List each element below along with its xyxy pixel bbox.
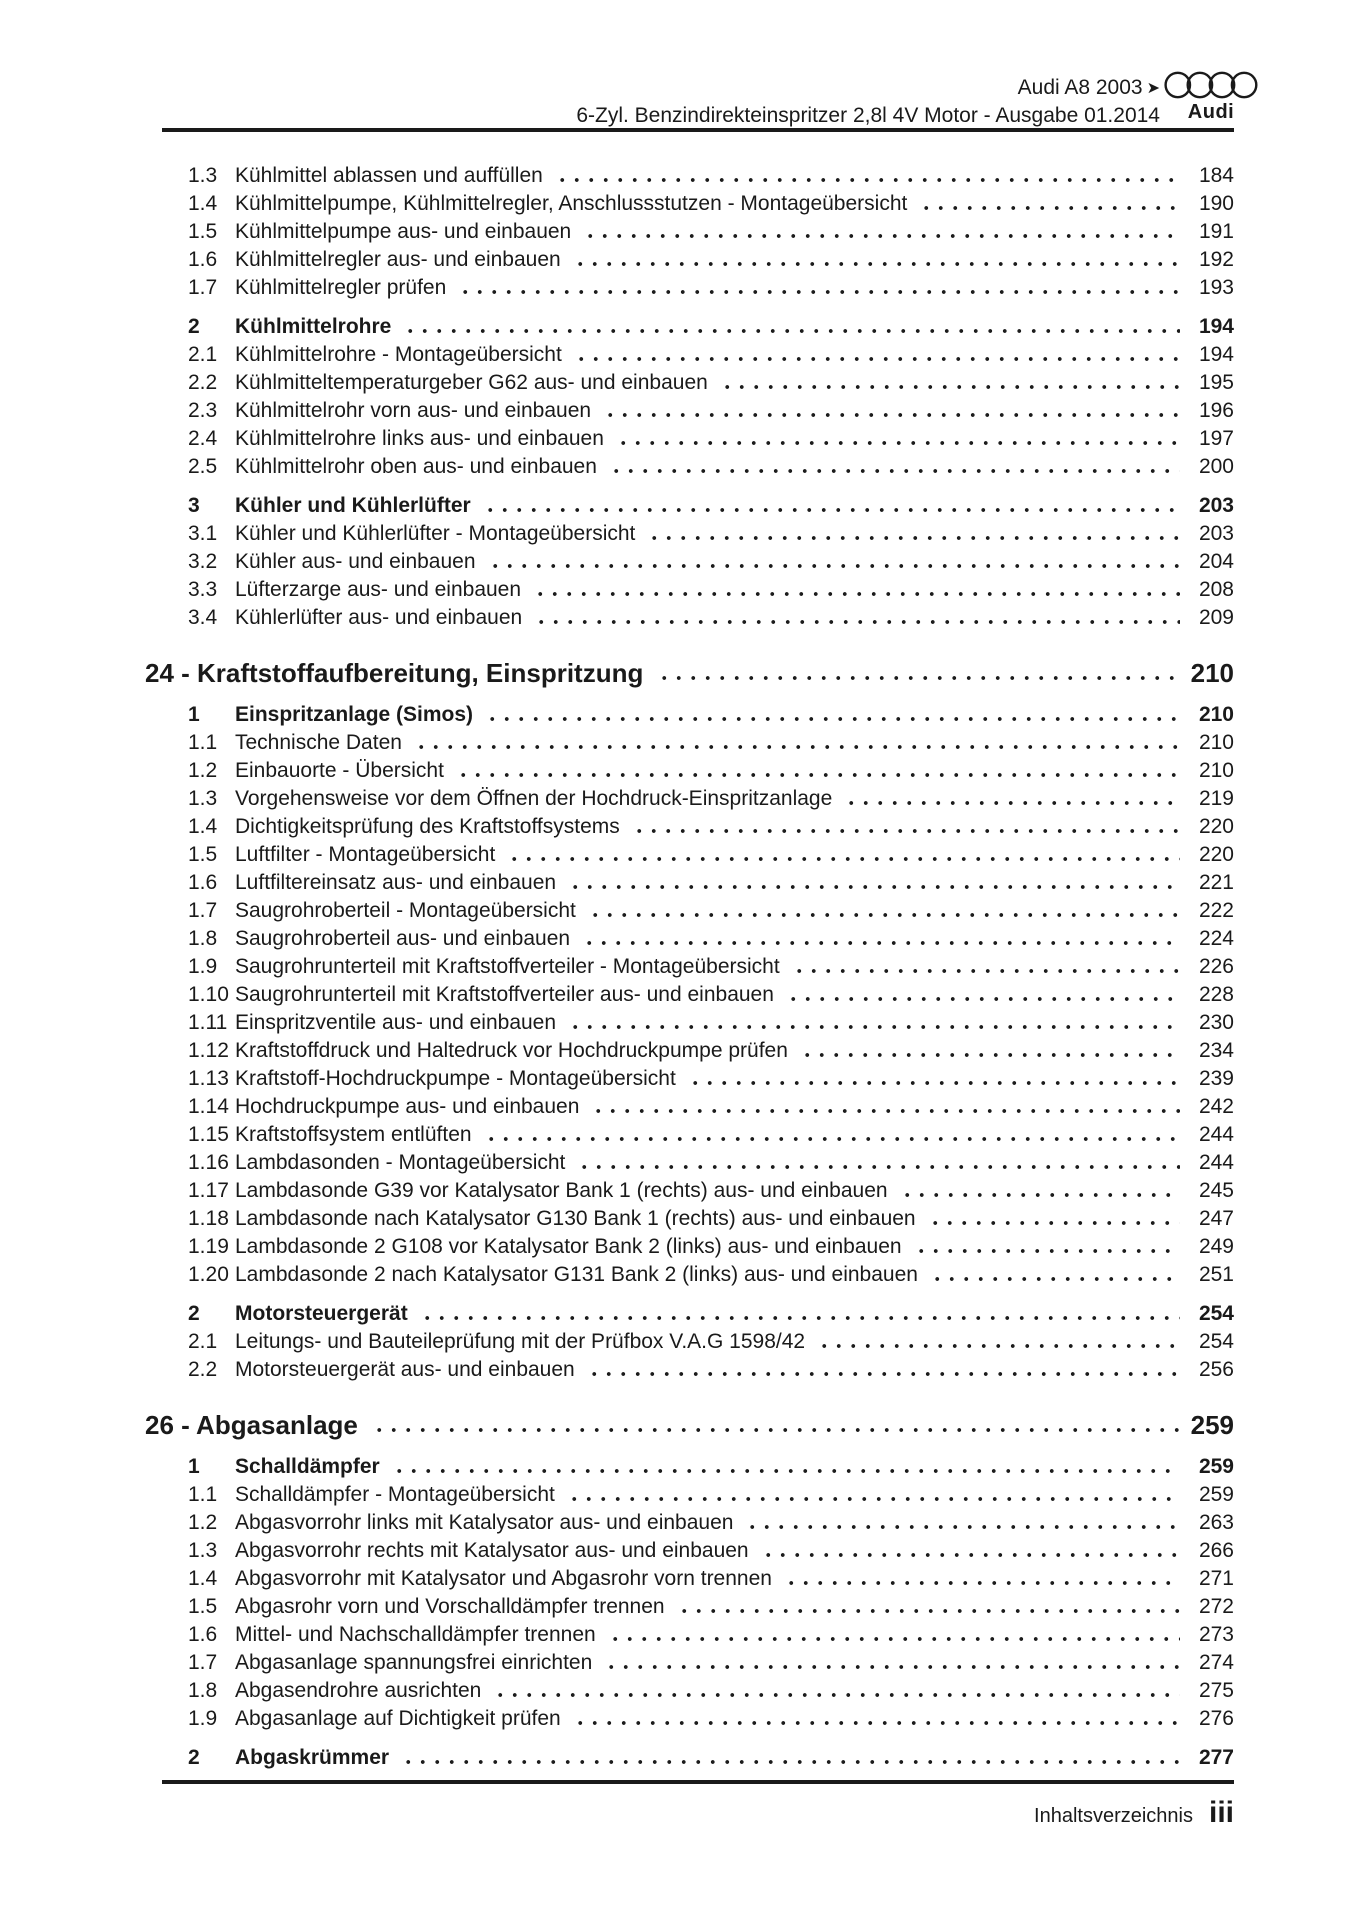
entry-title: Saugrohroberteil aus- und einbauen <box>235 927 571 950</box>
toc-entry-row <box>145 1705 1234 1733</box>
toc-entry-row <box>145 1177 1234 1205</box>
entry-page-number: 197 <box>1198 427 1234 450</box>
toc-entry-row <box>145 785 1234 813</box>
entry-number: 2.1 <box>188 343 218 366</box>
entry-number: 1.2 <box>188 759 218 782</box>
entry-number: 1.15 <box>188 1123 229 1146</box>
entry-title: Kühlmittelrohr oben aus- und einbauen <box>235 455 597 478</box>
entry-page-number: 203 <box>1198 494 1234 517</box>
leader-dots <box>842 785 1180 813</box>
entry-page-number: 271 <box>1198 1567 1234 1590</box>
entry-page-number: 190 <box>1198 192 1234 215</box>
entry-page-number: 210 <box>1198 731 1234 754</box>
entry-page-number: 184 <box>1198 164 1234 187</box>
leader-dots <box>390 1453 1180 1481</box>
entry-number: 1.5 <box>188 1595 218 1618</box>
leader-dots <box>572 341 1180 369</box>
entry-title: Kühlmittelrohre links aus- und einbauen <box>235 427 604 450</box>
toc-entry-row <box>145 162 1234 190</box>
entry-page-number: 247 <box>1198 1207 1234 1230</box>
leader-dots <box>456 274 1180 302</box>
entry-number: 2.3 <box>188 399 218 422</box>
toc-entry-row <box>145 1300 1234 1328</box>
entry-page-number: 254 <box>1198 1302 1234 1325</box>
entry-number: 1.7 <box>188 276 218 299</box>
leader-dots <box>815 1328 1180 1356</box>
entry-number: 2.4 <box>188 427 218 450</box>
entry-title: Motorsteuergerät <box>235 1302 408 1325</box>
entry-title: Abgasvorrohr links mit Katalysator aus- und einbauen <box>235 1511 734 1534</box>
entry-page-number: 259 <box>1198 1455 1234 1478</box>
entry-number: 1.8 <box>188 927 218 950</box>
entry-number: 1.7 <box>188 899 218 922</box>
entry-title: Hochdruckpumpe aus- und einbauen <box>235 1095 580 1118</box>
entry-number: 1.14 <box>188 1095 229 1118</box>
entry-page-number: 234 <box>1198 1039 1234 1062</box>
header-rule <box>162 128 1234 132</box>
entry-number: 1.12 <box>188 1039 229 1062</box>
entry-number: 1.8 <box>188 1679 218 1702</box>
entry-title: Technische Daten <box>235 731 402 754</box>
entry-number: 1.4 <box>188 1567 218 1590</box>
leader-dots <box>581 218 1180 246</box>
entry-title: Abgasanlage spannungsfrei einrichten <box>235 1651 593 1674</box>
leader-dots <box>675 1593 1180 1621</box>
toc-entry-row <box>145 1621 1234 1649</box>
toc-entry-row <box>145 1205 1234 1233</box>
leader-dots <box>532 604 1180 632</box>
leader-dots <box>926 1205 1180 1233</box>
entry-number: 1.7 <box>188 1651 218 1674</box>
leader-dots <box>606 1621 1180 1649</box>
leader-dots <box>589 1093 1180 1121</box>
entry-number: 2 <box>188 1746 200 1769</box>
leader-dots <box>912 1233 1180 1261</box>
leader-dots <box>686 1065 1180 1093</box>
entry-page-number: 196 <box>1198 399 1234 422</box>
audi-logo <box>1164 70 1258 124</box>
toc-entry-row <box>145 953 1234 981</box>
footer-rule <box>162 1780 1234 1784</box>
toc-entry-row <box>145 190 1234 218</box>
toc-entry-row <box>145 925 1234 953</box>
entry-number: 1.6 <box>188 871 218 894</box>
leader-dots <box>553 162 1180 190</box>
model-line <box>576 74 1160 102</box>
entry-number: 1.3 <box>188 1539 218 1562</box>
entry-number: 2 <box>188 315 200 338</box>
entry-page-number: 222 <box>1198 899 1234 922</box>
entry-title: Abgaskrümmer <box>235 1746 390 1769</box>
leader-dots <box>486 548 1180 576</box>
entry-page-number: 275 <box>1198 1679 1234 1702</box>
entry-title: Kühler und Kühlerlüfter <box>235 494 471 517</box>
entry-title: Abgasvorrohr rechts mit Katalysator aus- und einbauen <box>235 1539 749 1562</box>
toc-entry-row <box>145 729 1234 757</box>
leader-dots <box>399 1744 1180 1772</box>
entry-title: Lambdasonde G39 vor Katalysator Bank 1 (rechts) aus- und einbauen <box>235 1179 888 1202</box>
entry-number: 2.1 <box>188 1330 218 1353</box>
entry-page-number: 210 <box>1198 759 1234 782</box>
leader-dots <box>571 1705 1180 1733</box>
toc-entry-row <box>145 369 1234 397</box>
entry-number: 1.5 <box>188 843 218 866</box>
toc-entry-row <box>145 313 1234 341</box>
entry-title: Schalldämpfer - Montageübersicht <box>235 1483 555 1506</box>
entry-number: 3.3 <box>188 578 218 601</box>
entry-number: 1.11 <box>188 1011 228 1034</box>
toc-entry-row <box>145 1677 1234 1705</box>
entry-page-number: 204 <box>1198 550 1234 573</box>
entry-number: 1.9 <box>188 955 218 978</box>
entry-title: Einspritzanlage (Simos) <box>235 703 474 726</box>
entry-number: 3 <box>188 494 200 517</box>
entry-number: 1.16 <box>188 1151 229 1174</box>
toc-entry-row <box>145 1356 1234 1384</box>
leader-dots <box>782 1565 1180 1593</box>
toc-entry-row <box>145 1009 1234 1037</box>
entry-page-number: 276 <box>1198 1707 1234 1730</box>
leader-dots <box>602 1649 1180 1677</box>
entry-page-number: 266 <box>1198 1539 1234 1562</box>
entry-number: 2 <box>188 1302 200 1325</box>
entry-title: Motorsteuergerät aus- und einbauen <box>235 1358 575 1381</box>
entry-title: Kühlmittelrohre <box>235 315 392 338</box>
header-text-block <box>576 74 1160 129</box>
entry-number: 1.20 <box>188 1263 229 1286</box>
entry-page-number: 245 <box>1198 1179 1234 1202</box>
entry-title: Abgasendrohre ausrichten <box>235 1679 482 1702</box>
toc-entry-row <box>145 1453 1234 1481</box>
entry-title: Lambdasonde 2 nach Katalysator G131 Bank 2 (links) aus- und einbauen <box>235 1263 918 1286</box>
entry-number: 1 <box>188 703 200 726</box>
toc-entry-row <box>145 1149 1234 1177</box>
page-footer <box>162 1780 1234 1830</box>
model-label: Audi A8 2003 <box>1017 76 1143 99</box>
entry-number: 3.4 <box>188 606 218 629</box>
toc-entry-row <box>145 1593 1234 1621</box>
entry-title: Dichtigkeitsprüfung des Kraftstoffsystems <box>235 815 620 838</box>
toc-entry-row <box>145 1233 1234 1261</box>
toc-entry-row <box>145 1261 1234 1289</box>
entry-page-number: 256 <box>1198 1358 1234 1381</box>
leader-dots <box>412 729 1180 757</box>
entry-number: 1.1 <box>188 731 218 754</box>
toc-chapter-row <box>145 1408 1234 1442</box>
entry-number: 1.5 <box>188 220 218 243</box>
entry-title: Luftfilter - Montageübersicht <box>235 843 496 866</box>
entry-title: Lüfterzarge aus- und einbauen <box>235 578 522 601</box>
entry-page-number: 210 <box>1198 703 1234 726</box>
entry-page-number: 195 <box>1198 371 1234 394</box>
entry-page-number: 242 <box>1198 1095 1234 1118</box>
toc-entry-row <box>145 492 1234 520</box>
toc-entry-row <box>145 1037 1234 1065</box>
entry-page-number: 228 <box>1198 983 1234 1006</box>
leader-dots <box>607 453 1180 481</box>
entry-title: Kühlmittelregler aus- und einbauen <box>235 248 561 271</box>
entry-number: 1.10 <box>188 983 229 1006</box>
entry-page-number: 193 <box>1198 276 1234 299</box>
entry-number: 1.9 <box>188 1707 218 1730</box>
leader-dots <box>759 1537 1180 1565</box>
entry-page-number: 263 <box>1198 1511 1234 1534</box>
audi-wordmark: Audi <box>1187 101 1235 123</box>
toc-entry-row <box>145 1121 1234 1149</box>
entry-page-number: 194 <box>1198 315 1234 338</box>
leader-dots <box>482 1121 1180 1149</box>
entry-page-number: 244 <box>1198 1151 1234 1174</box>
entry-title: Kühlmittelrohre - Montageübersicht <box>235 343 562 366</box>
toc-entry-row <box>145 604 1234 632</box>
entry-number: 1.1 <box>188 1483 218 1506</box>
entry-title: Abgasanlage auf Dichtigkeit prüfen <box>235 1707 561 1730</box>
entry-title: Einspritzventile aus- und einbauen <box>235 1011 557 1034</box>
leader-dots <box>655 656 1180 690</box>
footer-line <box>162 1796 1234 1830</box>
entry-title: Vorgehensweise vor dem Öffnen der Hochdruck-Einspritzanlage <box>235 787 833 810</box>
toc-entry-row <box>145 1328 1234 1356</box>
entry-title: Kraftstoff-Hochdruckpumpe - Montageübersicht <box>235 1067 676 1090</box>
entry-number: 1.4 <box>188 815 218 838</box>
entry-number: 1.3 <box>188 164 218 187</box>
entry-number: 1.18 <box>188 1207 229 1230</box>
entry-number: 1 <box>188 1455 200 1478</box>
toc-entry-row <box>145 1649 1234 1677</box>
toc-entry-row <box>145 425 1234 453</box>
leader-dots <box>586 897 1180 925</box>
toc-entry-row <box>145 981 1234 1009</box>
entry-number: 1.2 <box>188 1511 218 1534</box>
entry-page-number: 220 <box>1198 843 1234 866</box>
toc-list <box>145 132 1234 1772</box>
leader-dots <box>566 1009 1180 1037</box>
entry-number: 2.5 <box>188 455 218 478</box>
leader-dots <box>614 425 1180 453</box>
entry-title: Kühlmittelregler prüfen <box>235 276 447 299</box>
entry-title: Einbauorte - Übersicht <box>235 759 444 782</box>
leader-dots <box>580 925 1180 953</box>
entry-title: Kühlmittelrohr vorn aus- und einbauen <box>235 399 592 422</box>
page-header <box>0 0 1357 132</box>
footer-label: Inhaltsverzeichnis <box>1034 1805 1193 1827</box>
leader-dots <box>505 841 1180 869</box>
entry-number: 3.2 <box>188 550 218 573</box>
entry-number: 1.6 <box>188 248 218 271</box>
entry-page-number: 249 <box>1198 1235 1234 1258</box>
manual-subtitle: 6-Zyl. Benzindirekteinspritzer 2,8l 4V Motor - Ausgabe 01.2014 <box>576 104 1160 127</box>
entry-number: 1.3 <box>188 787 218 810</box>
toc-entry-row <box>145 1093 1234 1121</box>
entry-page-number: 208 <box>1198 578 1234 601</box>
entry-page-number: 251 <box>1198 1263 1234 1286</box>
toc-entry-row <box>145 897 1234 925</box>
leader-dots <box>491 1677 1180 1705</box>
footer-page-number: iii <box>1208 1796 1234 1829</box>
entry-title: Kühlmittel ablassen und auffüllen <box>235 164 543 187</box>
toc-entry-row <box>145 548 1234 576</box>
entry-title: Kühler und Kühlerlüfter - Montageübersicht <box>235 522 636 545</box>
entry-number: 1.13 <box>188 1067 229 1090</box>
entry-page-number: 210 <box>1190 658 1234 688</box>
entry-title: Luftfiltereinsatz aus- und einbauen <box>235 871 557 894</box>
toc-entry-row <box>145 274 1234 302</box>
entry-page-number: 209 <box>1198 606 1234 629</box>
entry-title: Saugrohrunterteil mit Kraftstoffverteiler - Montageübersicht <box>235 955 780 978</box>
entry-number: 2.2 <box>188 1358 218 1381</box>
toc-entry-row <box>145 701 1234 729</box>
entry-title: Abgasvorrohr mit Katalysator und Abgasrohr vorn trennen <box>235 1567 772 1590</box>
entry-title: Lambdasonden - Montageübersicht <box>235 1151 566 1174</box>
entry-page-number: 254 <box>1198 1330 1234 1353</box>
entry-title: Saugrohrunterteil mit Kraftstoffverteiler aus- und einbauen <box>235 983 774 1006</box>
entry-page-number: 273 <box>1198 1623 1234 1646</box>
entry-page-number: 194 <box>1198 343 1234 366</box>
entry-title: Kühlmittelpumpe aus- und einbauen <box>235 220 572 243</box>
leader-dots <box>784 981 1180 1009</box>
toc-entry-row <box>145 813 1234 841</box>
leader-dots <box>566 869 1180 897</box>
leader-dots <box>743 1509 1180 1537</box>
entry-page-number: 226 <box>1198 955 1234 978</box>
leader-dots <box>601 397 1180 425</box>
leader-dots <box>483 701 1180 729</box>
arrow-right-icon: ➤ <box>1146 80 1160 97</box>
entry-number: 1.4 <box>188 192 218 215</box>
entry-title: 26 - Abgasanlage <box>145 1410 358 1440</box>
toc-entry-row <box>145 453 1234 481</box>
toc-entry-row <box>145 246 1234 274</box>
entry-page-number: 219 <box>1198 787 1234 810</box>
entry-title: Kühlmitteltemperaturgeber G62 aus- und einbauen <box>235 371 708 394</box>
entry-title: Kühlmittelpumpe, Kühlmittelregler, Anschlussstutzen - Montageübersicht <box>235 192 908 215</box>
leader-dots <box>575 1149 1180 1177</box>
leader-dots <box>645 520 1180 548</box>
toc-entry-row <box>145 520 1234 548</box>
leader-dots <box>401 313 1180 341</box>
entry-page-number: 224 <box>1198 927 1234 950</box>
leader-dots <box>418 1300 1180 1328</box>
entry-title: Abgasrohr vorn und Vorschalldämpfer trennen <box>235 1595 665 1618</box>
entry-page-number: 259 <box>1190 1410 1234 1440</box>
leader-dots <box>585 1356 1180 1384</box>
entry-page-number: 230 <box>1198 1011 1234 1034</box>
toc-entry-row <box>145 1065 1234 1093</box>
entry-number: 1.19 <box>188 1235 229 1258</box>
toc-entry-row <box>145 757 1234 785</box>
leader-dots <box>928 1261 1180 1289</box>
toc-chapter-row <box>145 656 1234 690</box>
entry-number: 2.2 <box>188 371 218 394</box>
toc-entry-row <box>145 841 1234 869</box>
entry-title: Lambdasonde nach Katalysator G130 Bank 1 (rechts) aus- und einbauen <box>235 1207 916 1230</box>
entry-title: Saugrohroberteil - Montageübersicht <box>235 899 576 922</box>
toc-entry-row <box>145 341 1234 369</box>
leader-dots <box>790 953 1180 981</box>
entry-page-number: 191 <box>1198 220 1234 243</box>
leader-dots <box>565 1481 1180 1509</box>
entry-title: Kühlerlüfter aus- und einbauen <box>235 606 523 629</box>
toc-entry-row <box>145 1744 1234 1772</box>
entry-title: 24 - Kraftstoffaufbereitung, Einspritzung <box>145 658 644 688</box>
entry-page-number: 200 <box>1198 455 1234 478</box>
toc-entry-row <box>145 397 1234 425</box>
leader-dots <box>481 492 1180 520</box>
entry-page-number: 203 <box>1198 522 1234 545</box>
entry-title: Schalldämpfer <box>235 1455 380 1478</box>
leader-dots <box>630 813 1180 841</box>
entry-number: 1.17 <box>188 1179 229 1202</box>
leader-dots <box>898 1177 1180 1205</box>
entry-title: Lambdasonde 2 G108 vor Katalysator Bank 2 (links) aus- und einbauen <box>235 1235 902 1258</box>
entry-title: Kraftstoffdruck und Haltedruck vor Hochdruckpumpe prüfen <box>235 1039 788 1062</box>
leader-dots <box>531 576 1180 604</box>
entry-page-number: 277 <box>1198 1746 1234 1769</box>
entry-page-number: 244 <box>1198 1123 1234 1146</box>
toc-entry-row <box>145 1537 1234 1565</box>
leader-dots <box>571 246 1180 274</box>
entry-title: Kraftstoffsystem entlüften <box>235 1123 472 1146</box>
toc-entry-row <box>145 1509 1234 1537</box>
entry-page-number: 272 <box>1198 1595 1234 1618</box>
entry-page-number: 220 <box>1198 815 1234 838</box>
entry-number: 3.1 <box>188 522 218 545</box>
entry-page-number: 239 <box>1198 1067 1234 1090</box>
entry-title: Leitungs- und Bauteileprüfung mit der Prüfbox V.A.G 1598/42 <box>235 1330 806 1353</box>
entry-page-number: 221 <box>1198 871 1234 894</box>
entry-page-number: 259 <box>1198 1483 1234 1506</box>
entry-number: 1.6 <box>188 1623 218 1646</box>
toc-entry-row <box>145 869 1234 897</box>
leader-dots <box>454 757 1180 785</box>
entry-title: Kühler aus- und einbauen <box>235 550 476 573</box>
entry-page-number: 192 <box>1198 248 1234 271</box>
entry-page-number: 274 <box>1198 1651 1234 1674</box>
toc-entry-row <box>145 218 1234 246</box>
toc-entry-row <box>145 576 1234 604</box>
audi-rings-icon <box>1164 70 1258 100</box>
toc-entry-row <box>145 1565 1234 1593</box>
toc-entry-row <box>145 1481 1234 1509</box>
leader-dots <box>370 1408 1180 1442</box>
entry-title: Mittel- und Nachschalldämpfer trennen <box>235 1623 596 1646</box>
leader-dots <box>798 1037 1180 1065</box>
leader-dots <box>718 369 1180 397</box>
leader-dots <box>917 190 1180 218</box>
